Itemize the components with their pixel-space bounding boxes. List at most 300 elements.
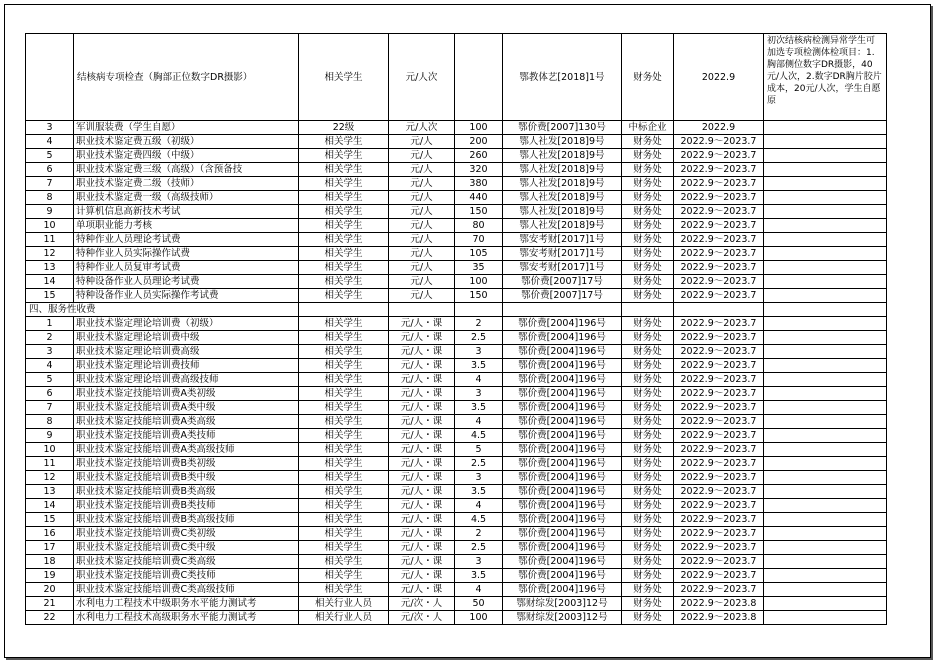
fee-basis: 鄂价费[2004]196号 bbox=[503, 583, 622, 597]
fee-unit: 元/人・课 bbox=[389, 569, 455, 583]
table-row bbox=[26, 247, 887, 261]
fee-note: 初次结核病检测异常学生可加选专项检测体检项目：1.胸部侧位数字DR摄影，40元/人次，2.数字DR胸片胶片成本，20元/人次，学生自愿原 bbox=[764, 34, 887, 121]
fee-basis: 鄂价费[2007]130号 bbox=[503, 121, 622, 135]
fee-target: 相关学生 bbox=[299, 359, 389, 373]
fee-department: 财务处 bbox=[622, 373, 674, 387]
fee-unit: 元/人 bbox=[389, 205, 455, 219]
fee-price: 3 bbox=[455, 387, 503, 401]
fee-price: 70 bbox=[455, 233, 503, 247]
fee-basis: 鄂人社发[2018]9号 bbox=[503, 191, 622, 205]
table-row bbox=[26, 275, 887, 289]
fee-unit: 元/人 bbox=[389, 219, 455, 233]
row-number: 14 bbox=[26, 275, 74, 289]
fee-target: 相关行业人员 bbox=[299, 611, 389, 625]
row-number: 10 bbox=[26, 443, 74, 457]
section-title: 四、服务性收费 bbox=[26, 303, 299, 317]
fee-note bbox=[764, 163, 887, 177]
fee-price: 320 bbox=[455, 163, 503, 177]
table-row bbox=[26, 331, 887, 345]
fee-price: 4 bbox=[455, 583, 503, 597]
fee-note bbox=[764, 471, 887, 485]
fee-basis: 鄂人社发[2018]9号 bbox=[503, 135, 622, 149]
fee-item-name: 职业技术鉴定费三级（高级）（含预备技 bbox=[74, 163, 299, 177]
fee-item-name: 职业技术鉴定技能培训费A类技师 bbox=[74, 429, 299, 443]
table-row bbox=[26, 359, 887, 373]
fee-department: 财务处 bbox=[622, 331, 674, 345]
row-number: 15 bbox=[26, 513, 74, 527]
fee-price: 260 bbox=[455, 149, 503, 163]
fee-basis: 鄂安考财[2017]1号 bbox=[503, 261, 622, 275]
fee-target: 相关学生 bbox=[299, 149, 389, 163]
fee-basis: 鄂价费[2007]17号 bbox=[503, 275, 622, 289]
fee-basis: 鄂财综发[2003]12号 bbox=[503, 611, 622, 625]
table-row bbox=[26, 457, 887, 471]
table-row bbox=[26, 471, 887, 485]
fee-price: 4.5 bbox=[455, 513, 503, 527]
fee-note bbox=[764, 429, 887, 443]
row-number: 6 bbox=[26, 163, 74, 177]
fee-target: 相关学生 bbox=[299, 345, 389, 359]
fee-note bbox=[764, 513, 887, 527]
fee-basis: 鄂价费[2004]196号 bbox=[503, 331, 622, 345]
fee-price bbox=[455, 34, 503, 121]
fee-unit: 元/人 bbox=[389, 177, 455, 191]
fee-department: 财务处 bbox=[622, 317, 674, 331]
fee-item-name: 职业技术鉴定费二级（技师） bbox=[74, 177, 299, 191]
fee-price: 3 bbox=[455, 345, 503, 359]
fee-note bbox=[764, 597, 887, 611]
fee-note bbox=[764, 499, 887, 513]
fee-target: 相关学生 bbox=[299, 247, 389, 261]
fee-department: 财务处 bbox=[622, 597, 674, 611]
fee-department: 财务处 bbox=[622, 429, 674, 443]
fee-unit: 元/人 bbox=[389, 163, 455, 177]
fee-unit: 元/人 bbox=[389, 191, 455, 205]
fee-department: 财务处 bbox=[622, 471, 674, 485]
fee-unit: 元/人・课 bbox=[389, 499, 455, 513]
row-number: 20 bbox=[26, 583, 74, 597]
fee-price: 100 bbox=[455, 121, 503, 135]
fee-department: 财务处 bbox=[622, 485, 674, 499]
fee-department: 财务处 bbox=[622, 163, 674, 177]
fee-item-name: 职业技术鉴定技能培训费C类中级 bbox=[74, 541, 299, 555]
fee-note bbox=[764, 289, 887, 303]
fee-unit: 元/人・课 bbox=[389, 513, 455, 527]
fee-department: 财务处 bbox=[622, 583, 674, 597]
table-row bbox=[26, 387, 887, 401]
row-number: 22 bbox=[26, 611, 74, 625]
fee-note bbox=[764, 569, 887, 583]
fee-note bbox=[764, 135, 887, 149]
fee-unit: 元/人・课 bbox=[389, 583, 455, 597]
fee-unit: 元/人・课 bbox=[389, 317, 455, 331]
table-row bbox=[26, 289, 887, 303]
fee-unit: 元/人・课 bbox=[389, 485, 455, 499]
fee-basis: 鄂价费[2004]196号 bbox=[503, 541, 622, 555]
fee-target: 相关学生 bbox=[299, 191, 389, 205]
fee-unit: 元/人・课 bbox=[389, 443, 455, 457]
fee-unit: 元/人 bbox=[389, 289, 455, 303]
fee-unit: 元/人 bbox=[389, 247, 455, 261]
fee-target: 相关学生 bbox=[299, 527, 389, 541]
fee-target: 相关学生 bbox=[299, 555, 389, 569]
fee-item-name: 职业技术鉴定费一级（高级技师） bbox=[74, 191, 299, 205]
fee-unit: 元/人・课 bbox=[389, 387, 455, 401]
fee-note bbox=[764, 317, 887, 331]
fee-period: 2022.9～2023.7 bbox=[674, 429, 764, 443]
fee-period: 2022.9～2023.7 bbox=[674, 345, 764, 359]
fee-note bbox=[764, 331, 887, 345]
fee-price: 5 bbox=[455, 443, 503, 457]
fee-department: 财务处 bbox=[622, 219, 674, 233]
fee-basis: 鄂价费[2004]196号 bbox=[503, 373, 622, 387]
fee-unit: 元/人・课 bbox=[389, 401, 455, 415]
table-row bbox=[26, 415, 887, 429]
table-row bbox=[26, 317, 887, 331]
fee-unit: 元/人 bbox=[389, 261, 455, 275]
fee-target: 相关学生 bbox=[299, 471, 389, 485]
fee-target: 相关学生 bbox=[299, 34, 389, 121]
fee-target: 相关学生 bbox=[299, 177, 389, 191]
table-row bbox=[26, 541, 887, 555]
fee-basis: 鄂价费[2004]196号 bbox=[503, 555, 622, 569]
fee-target: 相关学生 bbox=[299, 415, 389, 429]
row-number: 5 bbox=[26, 373, 74, 387]
fee-price: 2.5 bbox=[455, 541, 503, 555]
fee-period: 2022.9～2023.7 bbox=[674, 485, 764, 499]
fee-note bbox=[764, 611, 887, 625]
fee-price: 3.5 bbox=[455, 485, 503, 499]
fee-item-name: 计算机信息高新技术考试 bbox=[74, 205, 299, 219]
fee-basis: 鄂价费[2007]17号 bbox=[503, 289, 622, 303]
fee-unit: 元/人・课 bbox=[389, 457, 455, 471]
fee-department: 财务处 bbox=[622, 415, 674, 429]
fee-basis: 鄂价费[2004]196号 bbox=[503, 513, 622, 527]
empty-cell bbox=[622, 303, 674, 317]
fee-price: 4 bbox=[455, 373, 503, 387]
fee-item-name: 职业技术鉴定技能培训费A类高级技师 bbox=[74, 443, 299, 457]
fee-note bbox=[764, 555, 887, 569]
fee-department: 财务处 bbox=[622, 34, 674, 121]
fee-basis: 鄂价费[2004]196号 bbox=[503, 527, 622, 541]
fee-basis: 鄂价费[2004]196号 bbox=[503, 415, 622, 429]
table-row bbox=[26, 233, 887, 247]
fee-target: 相关学生 bbox=[299, 275, 389, 289]
fee-price: 4 bbox=[455, 499, 503, 513]
fee-note bbox=[764, 583, 887, 597]
fee-item-name: 职业技术鉴定理论培训费（初级） bbox=[74, 317, 299, 331]
row-number: 9 bbox=[26, 205, 74, 219]
fee-price: 2.5 bbox=[455, 457, 503, 471]
fee-department: 财务处 bbox=[622, 247, 674, 261]
fee-note bbox=[764, 191, 887, 205]
table-row bbox=[26, 163, 887, 177]
fee-unit: 元/人・课 bbox=[389, 429, 455, 443]
table-row bbox=[26, 34, 887, 121]
fee-target: 相关学生 bbox=[299, 513, 389, 527]
fee-price: 440 bbox=[455, 191, 503, 205]
fee-price: 50 bbox=[455, 597, 503, 611]
fee-note bbox=[764, 387, 887, 401]
fee-period: 2022.9～2023.7 bbox=[674, 569, 764, 583]
fee-price: 100 bbox=[455, 611, 503, 625]
fee-period: 2022.9～2023.7 bbox=[674, 289, 764, 303]
fee-department: 中标企业 bbox=[622, 121, 674, 135]
fee-price: 3 bbox=[455, 555, 503, 569]
fee-target: 相关学生 bbox=[299, 205, 389, 219]
fee-item-name: 特种设备作业人员理论考试费 bbox=[74, 275, 299, 289]
fee-target: 相关学生 bbox=[299, 429, 389, 443]
table-row bbox=[26, 611, 887, 625]
fee-target: 相关学生 bbox=[299, 233, 389, 247]
fee-period: 2022.9～2023.8 bbox=[674, 597, 764, 611]
fee-price: 100 bbox=[455, 275, 503, 289]
table-row bbox=[26, 401, 887, 415]
table-row bbox=[26, 135, 887, 149]
fee-item-name: 职业技术鉴定技能培训费C类技师 bbox=[74, 569, 299, 583]
fee-price: 105 bbox=[455, 247, 503, 261]
fee-target: 相关学生 bbox=[299, 401, 389, 415]
fee-price: 150 bbox=[455, 289, 503, 303]
fee-note bbox=[764, 177, 887, 191]
fee-department: 财务处 bbox=[622, 135, 674, 149]
fee-item-name: 水利电力工程技术中级职务水平能力测试考 bbox=[74, 597, 299, 611]
fee-department: 财务处 bbox=[622, 345, 674, 359]
fee-target: 相关学生 bbox=[299, 163, 389, 177]
fee-note bbox=[764, 485, 887, 499]
fee-period: 2022.9～2023.7 bbox=[674, 163, 764, 177]
fee-target: 22级 bbox=[299, 121, 389, 135]
fee-unit: 元/次・人 bbox=[389, 611, 455, 625]
fee-department: 财务处 bbox=[622, 499, 674, 513]
fee-price: 3.5 bbox=[455, 359, 503, 373]
row-number: 13 bbox=[26, 261, 74, 275]
fee-basis: 鄂价费[2004]196号 bbox=[503, 443, 622, 457]
fee-note bbox=[764, 149, 887, 163]
empty-cell bbox=[764, 303, 887, 317]
row-number: 12 bbox=[26, 471, 74, 485]
fee-basis: 鄂价费[2004]196号 bbox=[503, 345, 622, 359]
row-number: 5 bbox=[26, 149, 74, 163]
fee-note bbox=[764, 443, 887, 457]
fee-department: 财务处 bbox=[622, 205, 674, 219]
fee-price: 80 bbox=[455, 219, 503, 233]
fee-period: 2022.9～2023.7 bbox=[674, 247, 764, 261]
fee-target: 相关学生 bbox=[299, 135, 389, 149]
fee-unit: 元/人 bbox=[389, 149, 455, 163]
fee-target: 相关学生 bbox=[299, 317, 389, 331]
fee-department: 财务处 bbox=[622, 387, 674, 401]
fee-target: 相关学生 bbox=[299, 331, 389, 345]
fee-department: 财务处 bbox=[622, 177, 674, 191]
fee-period: 2022.9～2023.7 bbox=[674, 457, 764, 471]
row-number: 21 bbox=[26, 597, 74, 611]
fee-period: 2022.9～2023.7 bbox=[674, 387, 764, 401]
row-number: 11 bbox=[26, 233, 74, 247]
fee-period: 2022.9～2023.7 bbox=[674, 261, 764, 275]
fee-target: 相关行业人员 bbox=[299, 597, 389, 611]
fee-department: 财务处 bbox=[622, 527, 674, 541]
fee-basis: 鄂安考财[2017]1号 bbox=[503, 233, 622, 247]
fee-basis: 鄂价费[2004]196号 bbox=[503, 401, 622, 415]
table-row bbox=[26, 429, 887, 443]
fee-price: 4.5 bbox=[455, 429, 503, 443]
table-row bbox=[26, 373, 887, 387]
fee-target: 相关学生 bbox=[299, 499, 389, 513]
row-number: 1 bbox=[26, 317, 74, 331]
fee-period: 2022.9～2023.7 bbox=[674, 275, 764, 289]
fee-target: 相关学生 bbox=[299, 583, 389, 597]
fee-note bbox=[764, 359, 887, 373]
fee-note bbox=[764, 219, 887, 233]
table-row bbox=[26, 527, 887, 541]
fee-basis: 鄂价费[2004]196号 bbox=[503, 569, 622, 583]
fee-item-name: 结核病专项检查（胸部正位数字DR摄影） bbox=[74, 34, 299, 121]
fee-target: 相关学生 bbox=[299, 261, 389, 275]
fee-item-name: 单项职业能力考核 bbox=[74, 219, 299, 233]
fee-note bbox=[764, 233, 887, 247]
fee-basis: 鄂财综发[2003]12号 bbox=[503, 597, 622, 611]
fee-period: 2022.9～2023.7 bbox=[674, 541, 764, 555]
fee-item-name: 特种作业人员理论考试费 bbox=[74, 233, 299, 247]
fee-item-name: 职业技术鉴定理论培训费高级技师 bbox=[74, 373, 299, 387]
fee-note bbox=[764, 205, 887, 219]
table-row bbox=[26, 555, 887, 569]
fee-period: 2022.9 bbox=[674, 34, 764, 121]
row-number: 16 bbox=[26, 527, 74, 541]
fee-department: 财务处 bbox=[622, 149, 674, 163]
fee-note bbox=[764, 261, 887, 275]
table-row bbox=[26, 443, 887, 457]
fee-price: 35 bbox=[455, 261, 503, 275]
fee-note bbox=[764, 121, 887, 135]
fee-department: 财务处 bbox=[622, 555, 674, 569]
fee-item-name: 职业技术鉴定技能培训费A类初级 bbox=[74, 387, 299, 401]
fee-item-name: 职业技术鉴定费五级（初级） bbox=[74, 135, 299, 149]
fee-basis: 鄂安考财[2017]1号 bbox=[503, 247, 622, 261]
table-row bbox=[26, 261, 887, 275]
fee-item-name: 水利电力工程技术高级职务水平能力测试考 bbox=[74, 611, 299, 625]
table-row bbox=[26, 513, 887, 527]
fee-item-name: 职业技术鉴定理论培训费中级 bbox=[74, 331, 299, 345]
empty-cell bbox=[455, 303, 503, 317]
fee-note bbox=[764, 415, 887, 429]
fee-table-body bbox=[26, 34, 887, 625]
section-header-row bbox=[26, 303, 887, 317]
fee-item-name: 特种作业人员实际操作试费 bbox=[74, 247, 299, 261]
row-number: 8 bbox=[26, 191, 74, 205]
empty-cell bbox=[674, 303, 764, 317]
fee-item-name: 职业技术鉴定理论培训费技师 bbox=[74, 359, 299, 373]
fee-item-name: 职业技术鉴定技能培训费B类技师 bbox=[74, 499, 299, 513]
fee-period: 2022.9～2023.7 bbox=[674, 415, 764, 429]
fee-basis: 鄂教体艺[2018]1号 bbox=[503, 34, 622, 121]
table-row bbox=[26, 121, 887, 135]
fee-basis: 鄂价费[2004]196号 bbox=[503, 457, 622, 471]
fee-unit: 元/人・课 bbox=[389, 331, 455, 345]
fee-basis: 鄂人社发[2018]9号 bbox=[503, 149, 622, 163]
fee-unit: 元/人次 bbox=[389, 121, 455, 135]
fee-basis: 鄂价费[2004]196号 bbox=[503, 317, 622, 331]
fee-note bbox=[764, 457, 887, 471]
table-row bbox=[26, 569, 887, 583]
fee-period: 2022.9～2023.7 bbox=[674, 443, 764, 457]
fee-period: 2022.9～2023.7 bbox=[674, 513, 764, 527]
fee-item-name: 特种作业人员复审考试费 bbox=[74, 261, 299, 275]
fee-target: 相关学生 bbox=[299, 219, 389, 233]
fee-basis: 鄂价费[2004]196号 bbox=[503, 471, 622, 485]
fee-note bbox=[764, 527, 887, 541]
fee-basis: 鄂人社发[2018]9号 bbox=[503, 205, 622, 219]
fee-department: 财务处 bbox=[622, 275, 674, 289]
fee-department: 财务处 bbox=[622, 233, 674, 247]
fee-period: 2022.9～2023.8 bbox=[674, 611, 764, 625]
fee-price: 200 bbox=[455, 135, 503, 149]
fee-price: 150 bbox=[455, 205, 503, 219]
table-row bbox=[26, 583, 887, 597]
fee-unit: 元/人・课 bbox=[389, 541, 455, 555]
fee-period: 2022.9～2023.7 bbox=[674, 233, 764, 247]
table-row bbox=[26, 191, 887, 205]
fee-period: 2022.9～2023.7 bbox=[674, 177, 764, 191]
table-row bbox=[26, 597, 887, 611]
row-number: 11 bbox=[26, 457, 74, 471]
fee-period: 2022.9～2023.7 bbox=[674, 471, 764, 485]
row-number: 10 bbox=[26, 219, 74, 233]
fee-period: 2022.9～2023.7 bbox=[674, 373, 764, 387]
fee-target: 相关学生 bbox=[299, 569, 389, 583]
row-number: 4 bbox=[26, 359, 74, 373]
fee-price: 380 bbox=[455, 177, 503, 191]
fee-item-name: 职业技术鉴定技能培训费B类初级 bbox=[74, 457, 299, 471]
row-number: 7 bbox=[26, 177, 74, 191]
fee-price: 3.5 bbox=[455, 569, 503, 583]
fee-note bbox=[764, 373, 887, 387]
fee-target: 相关学生 bbox=[299, 289, 389, 303]
fee-basis: 鄂人社发[2018]9号 bbox=[503, 177, 622, 191]
fee-period: 2022.9～2023.7 bbox=[674, 317, 764, 331]
table-row bbox=[26, 219, 887, 233]
fee-basis: 鄂价费[2004]196号 bbox=[503, 499, 622, 513]
table-row bbox=[26, 485, 887, 499]
fee-item-name: 职业技术鉴定理论培训费高级 bbox=[74, 345, 299, 359]
fee-unit: 元/次・人 bbox=[389, 597, 455, 611]
fee-target: 相关学生 bbox=[299, 373, 389, 387]
fee-period: 2022.9～2023.7 bbox=[674, 527, 764, 541]
table-row bbox=[26, 345, 887, 359]
fee-unit: 元/人・课 bbox=[389, 527, 455, 541]
fee-price: 2 bbox=[455, 317, 503, 331]
fee-unit: 元/人・课 bbox=[389, 555, 455, 569]
fee-unit: 元/人 bbox=[389, 233, 455, 247]
row-number: 14 bbox=[26, 499, 74, 513]
fee-note bbox=[764, 541, 887, 555]
fee-target: 相关学生 bbox=[299, 485, 389, 499]
fee-unit: 元/人 bbox=[389, 275, 455, 289]
fee-department: 财务处 bbox=[622, 191, 674, 205]
fee-period: 2022.9～2023.7 bbox=[674, 401, 764, 415]
row-number: 12 bbox=[26, 247, 74, 261]
fee-price: 4 bbox=[455, 415, 503, 429]
fee-period: 2022.9～2023.7 bbox=[674, 555, 764, 569]
row-number: 18 bbox=[26, 555, 74, 569]
fee-item-name: 职业技术鉴定技能培训费C类高级技师 bbox=[74, 583, 299, 597]
fee-item-name: 职业技术鉴定技能培训费B类中级 bbox=[74, 471, 299, 485]
fee-item-name: 职业技术鉴定技能培训费A类高级 bbox=[74, 415, 299, 429]
row-number: 3 bbox=[26, 345, 74, 359]
row-number: 13 bbox=[26, 485, 74, 499]
fee-department: 财务处 bbox=[622, 289, 674, 303]
